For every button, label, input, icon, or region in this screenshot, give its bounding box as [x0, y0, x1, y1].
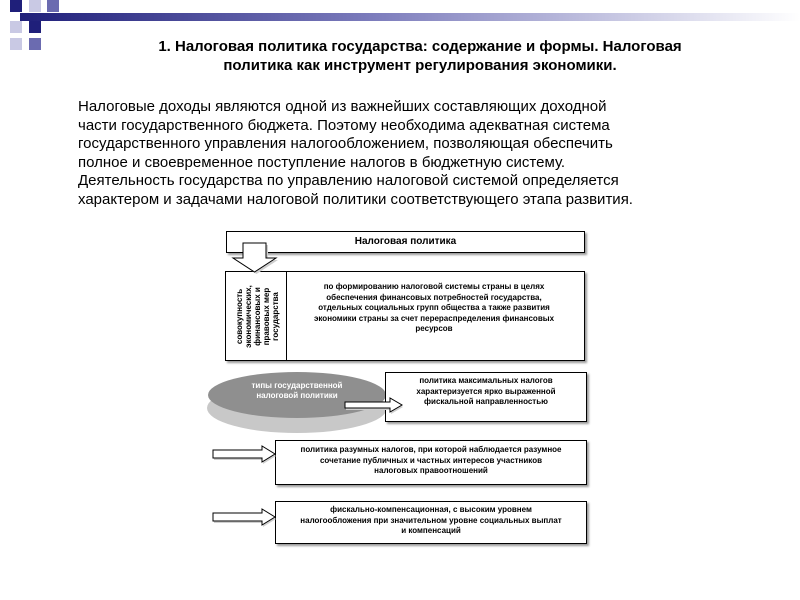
- right-arrow-icon: [345, 398, 403, 414]
- types-label-line: типы государственной: [251, 381, 343, 390]
- body-line: характером и задачами налоговой политики соответствующего этапа развития.: [78, 190, 633, 208]
- diagram-header-label: Налоговая политика: [354, 236, 457, 247]
- type-line: политика разумных налогов, при которой наблюдается разумное: [300, 445, 562, 454]
- vertical-label-line: экономических,: [243, 284, 253, 348]
- type-line: политика максимальных налогов: [419, 376, 553, 385]
- types-label-line: налоговой политики: [256, 391, 338, 400]
- type-line: сочетание публичных и частных интересов участников: [319, 455, 543, 465]
- title-line: политика как инструмент регулирования экономики.: [223, 57, 617, 74]
- down-arrow-icon: [233, 243, 278, 274]
- type-line: фискально-компенсационная, с высоким уровнем: [330, 505, 532, 514]
- definition-line: отдельных социальных групп общества а также развития: [318, 303, 550, 312]
- right-arrow-icon: [213, 446, 276, 464]
- body-line: полное и своевременное поступление налогов в бюджетную систему.: [78, 153, 566, 171]
- body-line: государственного управления налогообложением, позволяющая обеспечить: [78, 135, 613, 152]
- definition-line: ресурсов: [415, 324, 453, 333]
- type-line: и компенсаций: [401, 526, 461, 535]
- definition-line: обеспечения финансовых потребностей государства,: [326, 292, 542, 302]
- definition-line: по формированию налоговой системы страны в целях: [323, 282, 545, 291]
- body-line: Налоговые доходы являются одной из важнейших составляющих доходной: [78, 98, 607, 115]
- type-line: налоговых правоотношений: [374, 466, 488, 475]
- body-line: Деятельность государства по управлению налоговой системой определяется: [78, 172, 619, 189]
- vertical-label-line: совокупность: [234, 288, 244, 344]
- vertical-label-line: государства: [270, 291, 280, 341]
- vertical-label-line: финансовых и: [252, 286, 262, 346]
- definition-line: экономики страны за счет перераспределения финансовых: [313, 313, 555, 323]
- vertical-label-line: правовых мер: [261, 287, 271, 345]
- type-line: характеризуется ярко выраженной: [416, 386, 556, 396]
- right-arrow-icon: [213, 509, 276, 527]
- type-line: налогообложения при значительном уровне социальных выплат: [300, 515, 562, 525]
- body-line: части государственного бюджета. Поэтому необходима адекватная система: [78, 116, 610, 134]
- type-line: фискальной направленностью: [424, 397, 548, 406]
- title-line: 1. Налоговая политика государства: содержание и формы. Налоговая: [158, 38, 682, 55]
